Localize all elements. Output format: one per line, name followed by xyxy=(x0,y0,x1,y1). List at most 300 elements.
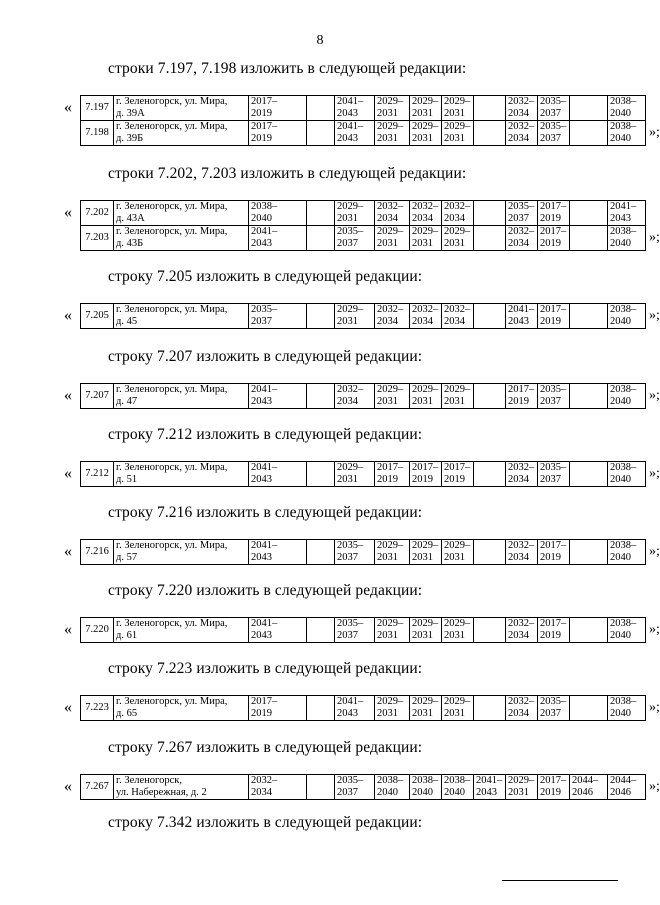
period-year: 2041– xyxy=(251,462,278,473)
period-year: 2029– xyxy=(337,462,364,473)
period-cell xyxy=(410,384,442,409)
period-year: 2032– xyxy=(508,618,535,629)
open-quote-mark: « xyxy=(64,99,72,116)
address-line: г. Зеленогорск, ул. Мира, xyxy=(116,226,228,237)
address-line: д. 43Б xyxy=(116,238,144,249)
period-year: 2040 xyxy=(610,316,631,327)
period-year: 2031 xyxy=(412,708,433,719)
period-cell xyxy=(249,121,307,146)
address-cell xyxy=(114,384,249,409)
address-cell xyxy=(114,201,249,226)
close-quote-mark: »; xyxy=(649,700,660,715)
address-line: ул. Набережная, д. 2 xyxy=(116,787,207,798)
empty-cell xyxy=(474,96,506,121)
address-cell xyxy=(114,121,249,146)
period-year: 2029– xyxy=(377,96,404,107)
period-year: 2038– xyxy=(610,618,637,629)
table-row xyxy=(81,696,646,721)
period-year: 2029– xyxy=(444,540,471,551)
period-year: 2034 xyxy=(412,316,433,327)
period-year: 2038– xyxy=(610,384,637,395)
period-year: 2038– xyxy=(610,540,637,551)
period-year: 2019 xyxy=(251,108,272,119)
period-year: 2031 xyxy=(337,474,358,485)
period-year: 2040 xyxy=(610,133,631,144)
address-line: г. Зеленогорск, ул. Мира, xyxy=(116,540,228,551)
period-cell xyxy=(249,96,307,121)
close-quote-mark: »; xyxy=(649,544,660,559)
period-cell xyxy=(335,384,375,409)
period-cell xyxy=(608,618,646,643)
period-year: 2034 xyxy=(337,396,358,407)
period-cell xyxy=(375,462,410,487)
period-cell xyxy=(538,121,570,146)
address-cell xyxy=(114,462,249,487)
empty-cell xyxy=(307,304,335,329)
period-cell xyxy=(335,696,375,721)
period-year: 2019 xyxy=(540,238,561,249)
period-year: 2017– xyxy=(508,384,535,395)
row-number: 7.212 xyxy=(81,462,114,487)
period-cell xyxy=(410,121,442,146)
period-cell xyxy=(608,121,646,146)
empty-cell xyxy=(474,540,506,565)
period-year: 2017– xyxy=(540,540,567,551)
period-year: 2031 xyxy=(337,213,358,224)
period-year: 2041– xyxy=(610,201,637,212)
period-year: 2031 xyxy=(508,787,529,798)
period-year: 2035– xyxy=(337,618,364,629)
period-year: 2037 xyxy=(337,552,358,563)
address-line: г. Зеленогорск, ул. Мира, xyxy=(116,462,228,473)
period-year: 2029– xyxy=(377,226,404,237)
period-cell xyxy=(335,618,375,643)
period-year: 2043 xyxy=(251,396,272,407)
table-row xyxy=(81,201,646,226)
period-year: 2031 xyxy=(412,108,433,119)
address-line: г. Зеленогорск, ул. Мира, xyxy=(116,201,228,212)
period-cell xyxy=(335,121,375,146)
period-year: 2019 xyxy=(444,474,465,485)
period-year: 2031 xyxy=(377,238,398,249)
period-year: 2031 xyxy=(377,630,398,641)
period-year: 2029– xyxy=(412,618,439,629)
period-year: 2041– xyxy=(476,775,503,786)
period-year: 2017– xyxy=(251,696,278,707)
row-number: 7.203 xyxy=(81,226,114,251)
period-year: 2034 xyxy=(377,213,398,224)
period-year: 2044– xyxy=(572,775,599,786)
section-instruction: строку 7.220 изложить в следующей редакции: xyxy=(108,582,423,599)
amendment-table xyxy=(80,774,646,800)
close-quote-mark: »; xyxy=(649,388,660,403)
period-cell xyxy=(608,96,646,121)
period-year: 2041– xyxy=(251,384,278,395)
period-year: 2043 xyxy=(337,708,358,719)
row-number: 7.220 xyxy=(81,618,114,643)
period-year: 2029– xyxy=(337,304,364,315)
empty-cell xyxy=(474,618,506,643)
period-year: 2035– xyxy=(508,201,535,212)
period-year: 2037 xyxy=(540,474,561,485)
period-year: 2037 xyxy=(540,133,561,144)
row-number: 7.202 xyxy=(81,201,114,226)
period-cell xyxy=(608,226,646,251)
period-year: 2032– xyxy=(337,384,364,395)
empty-cell xyxy=(570,304,608,329)
period-year: 2019 xyxy=(377,474,398,485)
period-year: 2043 xyxy=(508,316,529,327)
period-cell xyxy=(506,384,538,409)
period-year: 2034 xyxy=(377,316,398,327)
period-year: 2037 xyxy=(251,316,272,327)
period-cell xyxy=(249,618,307,643)
period-year: 2029– xyxy=(377,121,404,132)
period-year: 2031 xyxy=(444,396,465,407)
period-cell xyxy=(608,201,646,226)
period-year: 2040 xyxy=(610,396,631,407)
period-cell xyxy=(410,201,442,226)
period-year: 2034 xyxy=(508,133,529,144)
period-year: 2017– xyxy=(540,201,567,212)
period-year: 2038– xyxy=(610,304,637,315)
period-year: 2034 xyxy=(444,213,465,224)
period-year: 2040 xyxy=(610,552,631,563)
period-cell xyxy=(538,618,570,643)
period-cell xyxy=(375,775,410,800)
section-instruction: строку 7.223 изложить в следующей редакции: xyxy=(108,660,423,677)
empty-cell xyxy=(474,201,506,226)
period-cell xyxy=(375,304,410,329)
period-year: 2040 xyxy=(444,787,465,798)
period-year: 2029– xyxy=(377,540,404,551)
address-line: д. 47 xyxy=(116,396,138,407)
period-year: 2034 xyxy=(508,238,529,249)
section-instruction: строку 7.205 изложить в следующей редакции: xyxy=(108,268,423,285)
section-instruction: строку 7.216 изложить в следующей редакции: xyxy=(108,504,423,521)
period-year: 2031 xyxy=(412,630,433,641)
period-year: 2035– xyxy=(540,96,567,107)
period-year: 2031 xyxy=(377,708,398,719)
period-year: 2038– xyxy=(377,775,404,786)
amendment-table xyxy=(80,617,646,643)
period-cell xyxy=(506,201,538,226)
period-year: 2041– xyxy=(337,96,364,107)
period-year: 2032– xyxy=(508,540,535,551)
period-year: 2040 xyxy=(377,787,398,798)
period-year: 2038– xyxy=(412,775,439,786)
period-year: 2038– xyxy=(610,96,637,107)
period-year: 2032– xyxy=(444,304,471,315)
section-instruction: строку 7.267 изложить в следующей редакции: xyxy=(108,739,423,756)
address-cell xyxy=(114,775,249,800)
section-instruction: строку 7.207 изложить в следующей редакции: xyxy=(108,348,423,365)
open-quote-mark: « xyxy=(64,387,72,404)
period-year: 2032– xyxy=(377,304,404,315)
table-row xyxy=(81,304,646,329)
period-year: 2019 xyxy=(251,708,272,719)
period-year: 2019 xyxy=(540,316,561,327)
empty-cell xyxy=(307,384,335,409)
period-cell xyxy=(410,618,442,643)
period-year: 2029– xyxy=(508,775,535,786)
period-year: 2031 xyxy=(412,238,433,249)
address-cell xyxy=(114,96,249,121)
empty-cell xyxy=(307,696,335,721)
period-year: 2017– xyxy=(377,462,404,473)
period-cell xyxy=(506,226,538,251)
period-year: 2029– xyxy=(444,96,471,107)
table-row xyxy=(81,384,646,409)
empty-cell xyxy=(570,384,608,409)
period-cell xyxy=(506,618,538,643)
address-line: г. Зеленогорск, ул. Мира, xyxy=(116,618,228,629)
address-line: г. Зеленогорск, ул. Мира, xyxy=(116,121,228,132)
empty-cell xyxy=(307,462,335,487)
address-line: д. 43А xyxy=(116,213,145,224)
period-year: 2043 xyxy=(251,474,272,485)
close-quote-mark: »; xyxy=(649,230,660,245)
empty-cell xyxy=(570,121,608,146)
period-year: 2037 xyxy=(337,238,358,249)
row-number: 7.223 xyxy=(81,696,114,721)
period-cell xyxy=(506,304,538,329)
table-row xyxy=(81,462,646,487)
period-cell xyxy=(375,540,410,565)
period-year: 2032– xyxy=(508,462,535,473)
period-year: 2043 xyxy=(476,787,497,798)
period-year: 2043 xyxy=(251,238,272,249)
period-year: 2044– xyxy=(610,775,637,786)
period-year: 2034 xyxy=(508,474,529,485)
close-quote-mark: »; xyxy=(649,779,660,794)
period-year: 2019 xyxy=(540,213,561,224)
empty-cell xyxy=(307,96,335,121)
period-year: 2038– xyxy=(610,696,637,707)
address-line: д. 39А xyxy=(116,108,145,119)
period-cell xyxy=(335,540,375,565)
period-year: 2029– xyxy=(444,121,471,132)
period-year: 2031 xyxy=(337,316,358,327)
period-cell xyxy=(410,696,442,721)
period-cell xyxy=(442,226,474,251)
period-year: 2029– xyxy=(444,696,471,707)
period-cell xyxy=(608,462,646,487)
period-year: 2041– xyxy=(337,121,364,132)
period-year: 2032– xyxy=(508,226,535,237)
close-quote-mark: »; xyxy=(649,466,660,481)
period-cell xyxy=(538,226,570,251)
address-line: д. 65 xyxy=(116,708,138,719)
period-year: 2029– xyxy=(377,696,404,707)
period-cell xyxy=(249,226,307,251)
row-number: 7.207 xyxy=(81,384,114,409)
period-year: 2029– xyxy=(412,226,439,237)
period-cell xyxy=(375,226,410,251)
period-cell xyxy=(538,201,570,226)
table-row xyxy=(81,775,646,800)
period-cell xyxy=(608,304,646,329)
amendment-table xyxy=(80,383,646,409)
period-year: 2040 xyxy=(610,108,631,119)
address-cell xyxy=(114,696,249,721)
period-year: 2031 xyxy=(412,552,433,563)
period-year: 2029– xyxy=(412,540,439,551)
period-year: 2046 xyxy=(610,787,631,798)
empty-cell xyxy=(570,96,608,121)
open-quote-mark: « xyxy=(64,465,72,482)
period-year: 2032– xyxy=(508,96,535,107)
period-cell xyxy=(442,775,474,800)
period-year: 2031 xyxy=(412,396,433,407)
period-cell xyxy=(335,96,375,121)
period-cell xyxy=(249,201,307,226)
period-year: 2041– xyxy=(251,540,278,551)
table-row xyxy=(81,121,646,146)
period-year: 2031 xyxy=(377,552,398,563)
period-cell xyxy=(538,384,570,409)
period-year: 2017– xyxy=(251,121,278,132)
table-row xyxy=(81,540,646,565)
period-cell xyxy=(410,775,442,800)
period-year: 2043 xyxy=(610,213,631,224)
empty-cell xyxy=(570,696,608,721)
period-cell xyxy=(608,384,646,409)
empty-cell xyxy=(474,226,506,251)
period-year: 2019 xyxy=(251,133,272,144)
period-year: 2037 xyxy=(540,108,561,119)
period-cell xyxy=(249,304,307,329)
period-cell xyxy=(538,696,570,721)
close-quote-mark: »; xyxy=(649,125,660,140)
period-year: 2038– xyxy=(444,775,471,786)
period-year: 2029– xyxy=(412,696,439,707)
period-year: 2034 xyxy=(251,787,272,798)
period-year: 2037 xyxy=(540,708,561,719)
empty-cell xyxy=(570,201,608,226)
period-year: 2029– xyxy=(412,384,439,395)
period-year: 2040 xyxy=(610,474,631,485)
period-cell xyxy=(506,121,538,146)
period-year: 2031 xyxy=(444,708,465,719)
address-line: г. Зеленогорск, xyxy=(116,775,182,786)
address-cell xyxy=(114,304,249,329)
open-quote-mark: « xyxy=(64,778,72,795)
period-cell xyxy=(249,696,307,721)
period-cell xyxy=(442,618,474,643)
section-instruction: строку 7.342 изложить в следующей редакции: xyxy=(108,814,423,831)
period-cell xyxy=(570,775,608,800)
period-year: 2019 xyxy=(412,474,433,485)
amendment-table xyxy=(80,461,646,487)
address-line: г. Зеленогорск, ул. Мира, xyxy=(116,304,228,315)
close-quote-mark: »; xyxy=(649,308,660,323)
address-line: д. 39Б xyxy=(116,133,144,144)
amendment-table xyxy=(80,695,646,721)
period-year: 2038– xyxy=(610,226,637,237)
period-year: 2029– xyxy=(337,201,364,212)
period-cell xyxy=(249,775,307,800)
empty-cell xyxy=(570,618,608,643)
period-year: 2037 xyxy=(508,213,529,224)
period-year: 2040 xyxy=(251,213,272,224)
period-year: 2029– xyxy=(412,96,439,107)
period-cell xyxy=(410,96,442,121)
empty-cell xyxy=(307,618,335,643)
period-cell xyxy=(506,96,538,121)
empty-cell xyxy=(474,696,506,721)
period-year: 2041– xyxy=(251,618,278,629)
amendment-table xyxy=(80,95,646,146)
period-cell xyxy=(506,696,538,721)
period-cell xyxy=(249,384,307,409)
period-cell xyxy=(474,775,506,800)
empty-cell xyxy=(474,121,506,146)
period-cell xyxy=(410,304,442,329)
period-year: 2029– xyxy=(377,618,404,629)
period-year: 2034 xyxy=(508,552,529,563)
period-year: 2029– xyxy=(444,226,471,237)
open-quote-mark: « xyxy=(64,543,72,560)
period-year: 2029– xyxy=(412,121,439,132)
period-cell xyxy=(506,462,538,487)
period-year: 2034 xyxy=(412,213,433,224)
period-cell xyxy=(442,121,474,146)
period-year: 2029– xyxy=(444,384,471,395)
period-cell xyxy=(335,462,375,487)
row-number: 7.205 xyxy=(81,304,114,329)
period-year: 2040 xyxy=(610,708,631,719)
address-cell xyxy=(114,226,249,251)
period-year: 2017– xyxy=(412,462,439,473)
address-cell xyxy=(114,618,249,643)
period-year: 2034 xyxy=(508,630,529,641)
amendment-table xyxy=(80,200,646,251)
period-cell xyxy=(538,775,570,800)
period-year: 2035– xyxy=(251,304,278,315)
empty-cell xyxy=(307,775,335,800)
period-cell xyxy=(375,384,410,409)
close-quote-mark: »; xyxy=(649,622,660,637)
period-cell xyxy=(335,775,375,800)
period-year: 2032– xyxy=(412,201,439,212)
period-year: 2017– xyxy=(540,618,567,629)
period-cell xyxy=(442,96,474,121)
period-year: 2043 xyxy=(251,630,272,641)
amendment-table xyxy=(80,539,646,565)
page-number: 8 xyxy=(316,33,324,48)
period-year: 2040 xyxy=(412,787,433,798)
empty-cell xyxy=(570,226,608,251)
open-quote-mark: « xyxy=(64,621,72,638)
period-cell xyxy=(375,618,410,643)
period-year: 2041– xyxy=(508,304,535,315)
period-year: 2019 xyxy=(508,396,529,407)
period-cell xyxy=(538,540,570,565)
section-instruction: строку 7.212 изложить в следующей редакции: xyxy=(108,426,423,443)
empty-cell xyxy=(474,462,506,487)
period-year: 2031 xyxy=(377,108,398,119)
period-year: 2043 xyxy=(251,552,272,563)
section-instruction: строки 7.202, 7.203 изложить в следующей редакции: xyxy=(108,165,467,182)
period-year: 2032– xyxy=(444,201,471,212)
period-cell xyxy=(375,201,410,226)
period-year: 2035– xyxy=(540,462,567,473)
period-year: 2038– xyxy=(610,462,637,473)
period-year: 2035– xyxy=(337,226,364,237)
period-year: 2019 xyxy=(540,630,561,641)
period-cell xyxy=(410,226,442,251)
